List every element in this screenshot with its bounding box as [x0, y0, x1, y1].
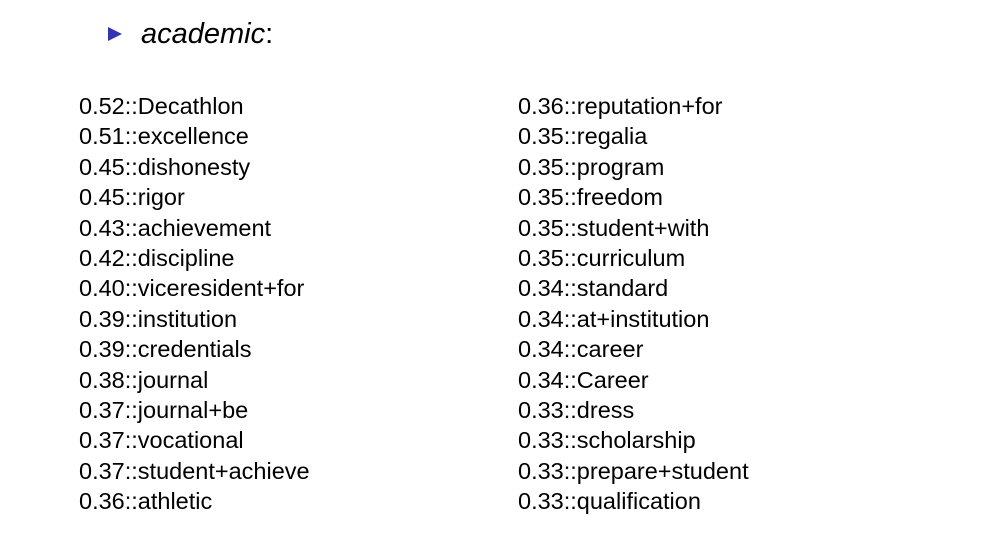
list-item: 0.34::career [518, 336, 644, 363]
list-item: 0.45::rigor [79, 184, 185, 211]
list-item: 0.33::qualification [518, 488, 701, 515]
list-item: 0.42::discipline [79, 245, 235, 272]
list-item: 0.35::student+with [518, 214, 710, 241]
list-item: 0.34::at+institution [518, 305, 710, 332]
bullet-heading [108, 14, 273, 54]
triangle-bullet-icon [108, 27, 122, 41]
heading-term: academic [141, 18, 266, 50]
list-item: 0.36::reputation+for [518, 93, 723, 119]
list-item: 0.45::dishonesty [79, 153, 251, 180]
list-item: 0.52::Decathlon [79, 93, 244, 119]
list-item: 0.35::program [518, 153, 665, 180]
list-item: 0.39::credentials [79, 336, 252, 363]
list-item: 0.33::scholarship [518, 427, 696, 454]
list-item: 0.33::dress [518, 397, 635, 424]
list-item: 0.37::student+achieve [79, 457, 310, 484]
list-item: 0.36::athletic [79, 488, 213, 515]
left-column [79, 91, 310, 517]
list-item: 0.35::regalia [518, 123, 648, 150]
list-item: 0.34::Career [518, 366, 649, 393]
list-item: 0.37::journal+be [79, 397, 249, 424]
heading-text [141, 14, 273, 54]
list-item: 0.39::institution [79, 305, 238, 332]
list-item: 0.43::achievement [79, 214, 272, 241]
list-item: 0.38::journal [79, 366, 209, 393]
heading-colon: : [265, 18, 274, 50]
list-item: 0.40::viceresident+for [79, 275, 305, 302]
list-item: 0.34::standard [518, 275, 669, 302]
list-item: 0.51::excellence [79, 123, 249, 150]
list-item: 0.35::curriculum [518, 245, 686, 272]
list-item: 0.33::prepare+student [518, 457, 749, 484]
right-column [518, 91, 749, 517]
list-item: 0.37::vocational [79, 427, 244, 454]
list-item: 0.35::freedom [518, 184, 664, 211]
